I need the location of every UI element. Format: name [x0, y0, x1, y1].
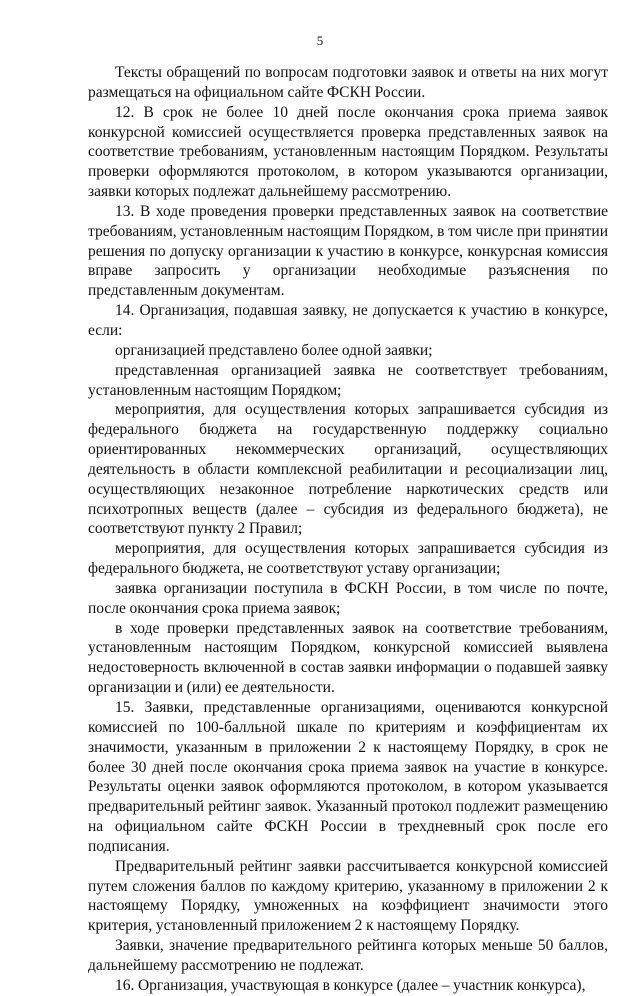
paragraph: 16. Организация, участвующая в конкурсе (далее – участник конкурса),: [115, 976, 586, 994]
list-item: мероприятия, для осуществления которых запрашивается субсидия из федерального бюджета на государственную поддержку социально ориентированных некоммерческих организаций, осуществляющих деятельность в области комплексной реабилитации и ресоциализации лиц, осуществляющих незаконное потребление наркотических средств или психотропных веществ (далее – субсидия из федерального бюджета), не соответствуют пункту 2 Правил;: [88, 401, 608, 538]
paragraph: 15. Заявки, представленные организациями, оцениваются конкурсной комиссией по 100-балльной шкале по критериям и коэффициентам их значимости, указанным в приложении 2 к настоящему Порядку, в срок не более 30 дней после окончания срока приема заявок на участие в конкурсе. Результаты оценки заявок оформляются протоколом, в котором указывается предварительный рейтинг заявок. Указанный протокол подлежит размещению на официальном сайте ФСКН России в трехдневный срок после его подписания.: [88, 699, 608, 855]
list-item: в ходе проверки представленных заявок на соответствие требованиям, установленным настоящим Порядком, конкурсной комиссией выявлена недостоверность включенной в состав заявки информации о подавшей заявку организации и (или) ее деятельности.: [88, 619, 608, 697]
paragraph: 13. В ходе проведения проверки представленных заявок на соответствие требованиям, установленным настоящим Порядком, в том числе при принятии решения по допуску организации к участию в конкурсе, конкурсная комиссия вправе запросить у организации необходимые разъяснения по представленным документам.: [88, 202, 608, 300]
paragraph: Заявки, значение предварительного рейтинга которых меньше 50 баллов, дальнейшему рассмотрению не подлежат.: [88, 937, 608, 974]
paragraph: Тексты обращений по вопросам подготовки заявок и ответы на них могут размещаться на официальном сайте ФСКН России.: [88, 64, 608, 101]
paragraph: 12. В срок не более 10 дней после окончания срока приема заявок конкурсной комиссией осуществляется проверка представленных заявок на соответствие требованиям, установленным настоящим Порядком. Результаты проверки оформляются протоколом, в котором указываются организации, заявки которых подлежат дальнейшему рассмотрению.: [88, 103, 608, 201]
body-text: [88, 63, 608, 996]
list-item: мероприятия, для осуществления которых запрашивается субсидия из федерального бюджета, не соответствуют уставу организации;: [88, 540, 608, 578]
list-item: представленная организацией заявка не соответствует требованиям, установленным настоящим Порядком;: [88, 361, 608, 399]
paragraph: 14. Организация, подавшая заявку, не допускается к участию в конкурсе, если:: [88, 302, 608, 339]
list-item: организацией представлено более одной заявки;: [115, 341, 433, 359]
list-item: заявка организации поступила в ФСКН России, в том числе по почте, после окончания срока приема заявок;: [88, 579, 608, 617]
page-number: 5: [316, 33, 324, 48]
paragraph: Предварительный рейтинг заявки рассчитывается конкурсной комиссией путем сложения баллов по каждому критерию, указанному в приложении 2 к настоящему Порядку, умноженных на коэффициент значимости этого критерия, установленный приложением 2 к настоящему Порядку.: [88, 857, 608, 935]
